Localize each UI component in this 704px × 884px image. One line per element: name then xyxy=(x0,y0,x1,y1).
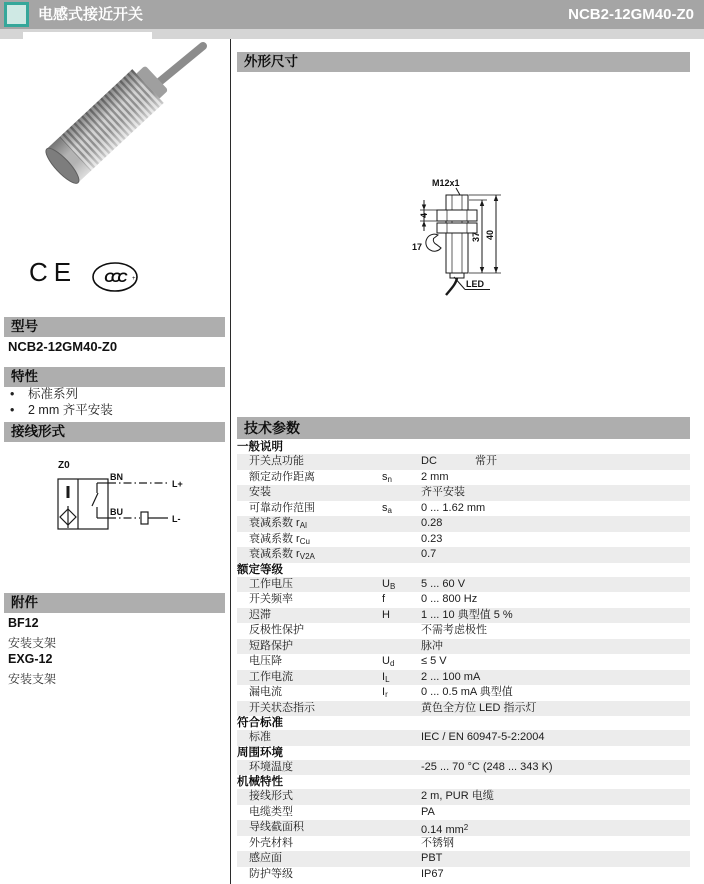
spec-group-header: 周围环境 xyxy=(237,746,283,759)
spec-value: 不锈钢 xyxy=(421,836,454,849)
spec-value: 不需考虑极性 xyxy=(421,624,487,636)
spec-label: 安装 xyxy=(249,486,271,498)
product-photo xyxy=(15,40,215,255)
dim-wrench-size-label: 17 xyxy=(412,242,423,252)
spec-label: 开关状态指示 xyxy=(249,701,315,714)
spec-value: -25 ... 70 °C (248 ... 343 K) xyxy=(421,760,553,773)
spec-row xyxy=(237,470,690,486)
spec-label: 反极性保护 xyxy=(249,624,304,636)
spec-label: 接线形式 xyxy=(249,790,293,802)
brand-logo-icon xyxy=(4,2,29,27)
spec-value: 0.7 xyxy=(421,548,437,560)
spec-value: IP67 xyxy=(421,867,444,880)
spec-label: 衰减系数 $r_{Al}$ xyxy=(249,517,307,530)
spec-symbol: $I_r$ xyxy=(382,686,388,699)
spec-symbol: H xyxy=(382,608,390,621)
wrench-icon xyxy=(426,234,441,251)
wire-bn-label: BN xyxy=(110,472,123,482)
spec-symbol: $U_B$ xyxy=(382,577,396,591)
ccc-mark xyxy=(90,260,142,294)
spec-value: 黄色全方位 LED 指示灯 xyxy=(421,701,537,714)
spec-value: 0 ... 800 Hz xyxy=(421,593,478,605)
spec-label: 工作电压 xyxy=(249,577,293,590)
spec-value: 0 ... 0.5 mA 典型值 xyxy=(421,686,513,698)
spec-row xyxy=(237,592,690,608)
bullet-icon: • xyxy=(10,387,15,401)
spec-group-header: 机械特性 xyxy=(237,776,283,788)
accessory-desc: 安装支架 xyxy=(8,636,57,650)
spec-value: 0.23 xyxy=(421,532,443,545)
spec-value: 脉冲 xyxy=(421,639,443,652)
ce-mark: CE xyxy=(29,257,78,287)
spec-symbol: f xyxy=(382,593,386,605)
spec-label: 电压降 xyxy=(249,655,282,667)
dim-thread-label: M12x1 xyxy=(432,178,460,188)
spec-label: 衰减系数 $r_{V2A}$ xyxy=(249,548,315,561)
section-header-accessories: 附件 xyxy=(4,593,225,613)
spec-row xyxy=(237,670,690,686)
spec-value: PBT xyxy=(421,852,443,864)
feature-text: 2 mm 齐平安装 xyxy=(28,403,113,417)
dim-nut-height-label: 4 xyxy=(419,212,429,218)
top-header-bar xyxy=(0,0,704,29)
spec-value: 0.28 xyxy=(421,517,443,529)
spec-row xyxy=(237,547,690,563)
column-divider xyxy=(230,39,231,884)
spec-label: 漏电流 xyxy=(249,686,282,698)
spec-value: IEC / EN 60947-5-2:2004 xyxy=(421,731,545,743)
spec-label: 工作电流 xyxy=(249,670,293,683)
spec-row xyxy=(237,867,690,883)
spec-group-header: 额定等级 xyxy=(237,563,283,576)
spec-value: DC xyxy=(421,455,437,467)
spec-label: 短路保护 xyxy=(249,639,293,652)
dimension-drawing xyxy=(400,166,525,301)
spec-value: ≤ 5 V xyxy=(421,655,447,667)
spec-value: 2 m, PUR 电缆 xyxy=(421,790,494,802)
spec-label: 导线截面积 xyxy=(249,821,304,833)
spec-label: 外壳材料 xyxy=(249,836,293,849)
photo-top-notch xyxy=(23,32,152,39)
model-number: NCB2-12GM40-Z0 xyxy=(8,339,118,354)
spec-value: 2 mm xyxy=(421,470,449,483)
spec-row xyxy=(237,516,690,532)
wire-bu-label: BU xyxy=(110,507,123,517)
spec-label: 防护等级 xyxy=(249,867,293,880)
spec-value: 5 ... 60 V xyxy=(421,577,466,590)
spec-row xyxy=(237,685,690,701)
ccc-mark-text: CCC xyxy=(104,269,124,285)
ccc-mark-dot: + xyxy=(132,276,136,282)
wire-lminus-label: L- xyxy=(172,514,181,524)
section-header-features: 特性 xyxy=(4,367,225,387)
spec-label: 标准 xyxy=(249,731,271,743)
spec-label: 额定动作距离 xyxy=(249,470,315,483)
spec-value: 齐平安装 xyxy=(421,486,465,498)
accessory-name: EXG-12 xyxy=(8,652,53,666)
spec-label: 开关点功能 xyxy=(249,455,304,467)
section-header-model: 型号 xyxy=(4,317,225,337)
spec-row xyxy=(237,485,690,501)
spec-label: 可靠动作范围 xyxy=(249,501,315,514)
spec-symbol: $U_d$ xyxy=(382,655,395,668)
features-list xyxy=(10,386,113,418)
page-title: 电感式接近开关 xyxy=(38,6,144,23)
spec-row xyxy=(237,760,690,776)
spec-row xyxy=(237,454,690,470)
spec-value-secondary: 常开 xyxy=(475,455,497,467)
spec-row xyxy=(237,836,690,852)
spec-label: 环境温度 xyxy=(249,760,293,773)
spec-symbol: $s_n$ xyxy=(382,470,392,484)
spec-symbol: $s_a$ xyxy=(382,501,392,515)
spec-row xyxy=(237,789,690,805)
header-model-number: NCB2-12GM40-Z0 xyxy=(568,6,694,23)
spec-value: 2 ... 100 mA xyxy=(421,670,481,683)
spec-group-header: 符合标准 xyxy=(237,717,283,729)
feature-item xyxy=(10,402,113,418)
spec-row xyxy=(237,820,690,836)
spec-row xyxy=(237,701,690,717)
spec-value: PA xyxy=(421,805,435,818)
spec-row xyxy=(237,623,690,639)
dim-37-label: 37 xyxy=(471,231,481,242)
spec-label: 电缆类型 xyxy=(249,805,293,818)
spec-row xyxy=(237,577,690,593)
wiring-variant-label: Z0 xyxy=(58,460,70,471)
spec-row xyxy=(237,608,690,624)
accessory-name: BF12 xyxy=(8,616,39,630)
spec-value: 0 ... 1.62 mm xyxy=(421,501,486,514)
spec-label: 衰减系数 $r_{Cu}$ xyxy=(249,532,310,546)
accessory-desc: 安装支架 xyxy=(8,672,57,686)
wire-lplus-label: L+ xyxy=(172,479,183,489)
spec-row xyxy=(237,730,690,746)
bullet-icon: • xyxy=(10,403,15,417)
spec-group-header: 一般说明 xyxy=(237,441,283,453)
spec-row xyxy=(237,851,690,867)
section-header-connection: 接线形式 xyxy=(4,422,225,442)
spec-row xyxy=(237,532,690,548)
header-substrip xyxy=(0,29,704,39)
spec-label: 感应面 xyxy=(249,852,282,864)
spec-value: 1 ... 10 典型值 5 % xyxy=(421,608,513,621)
dim-40-label: 40 xyxy=(485,229,495,240)
spec-row xyxy=(237,501,690,517)
section-header-dimensions: 外形尺寸 xyxy=(237,52,690,72)
spec-value: 0.14 $mm^2$ xyxy=(421,823,469,836)
spec-row xyxy=(237,639,690,655)
dim-led-label: LED xyxy=(466,279,484,289)
section-header-technical-data: 技术参数 xyxy=(237,417,690,439)
spec-label: 开关频率 xyxy=(249,593,293,605)
spec-row xyxy=(237,654,690,670)
wiring-diagram xyxy=(40,450,220,545)
feature-item xyxy=(10,386,113,402)
feature-text: 标准系列 xyxy=(28,387,79,401)
sensor-barrel xyxy=(42,61,173,187)
spec-symbol: $I_L$ xyxy=(382,670,390,684)
technical-data-table xyxy=(237,440,690,882)
spec-row xyxy=(237,805,690,821)
spec-label: 迟滞 xyxy=(249,608,271,621)
